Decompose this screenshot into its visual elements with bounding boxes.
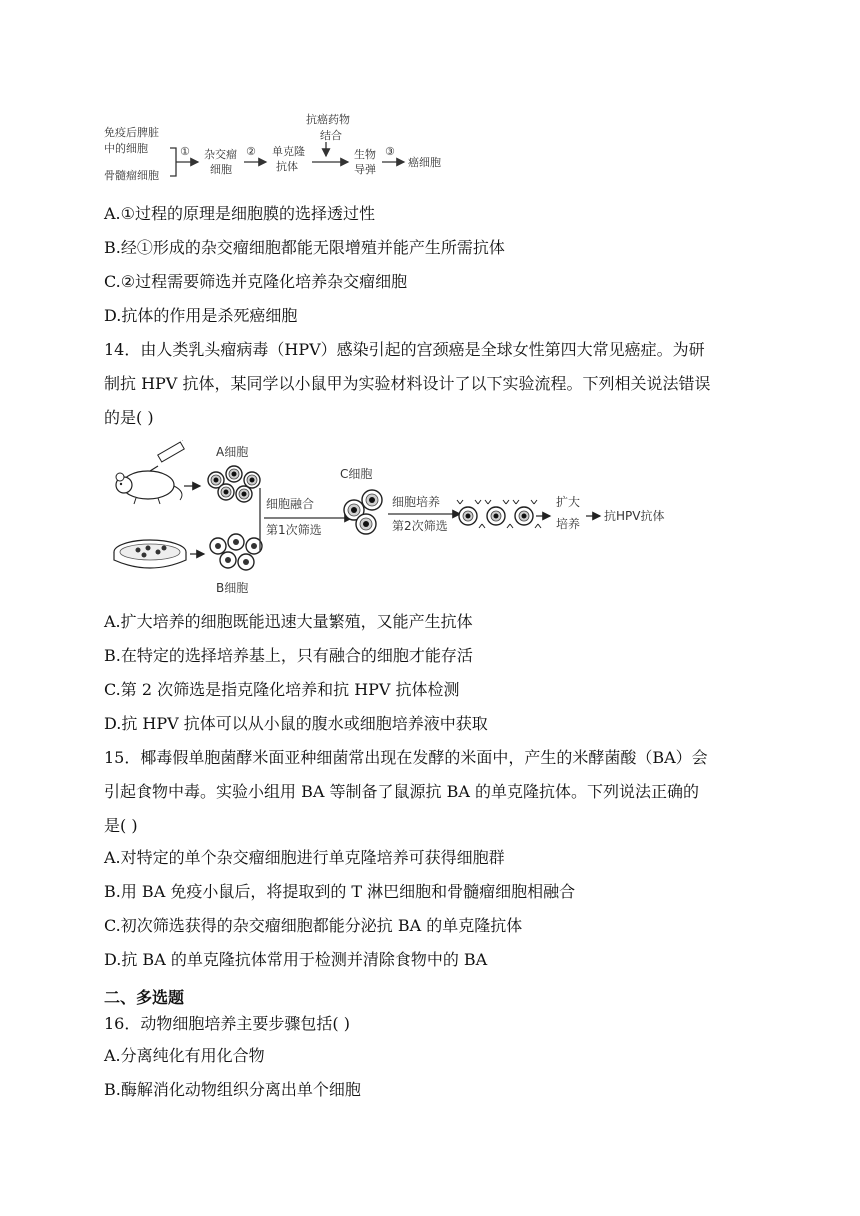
b-cells-cluster [210,534,262,570]
c-cells-cluster [344,490,382,534]
q14-stem-line-1: 14．由人类乳头瘤病毒（HPV）感染引起的宫颈癌是全球女性第四大常见癌症。为研 [104,340,705,359]
q13-option-a: A.①过程的原理是细胞膜的选择透过性 [104,204,375,223]
step-1-label: ① [180,145,190,158]
fusion-label: 细胞融合 [266,497,315,511]
c-cell-label: C细胞 [340,467,373,481]
q13-option-d: D.抗体的作用是杀死癌细胞 [104,306,298,325]
syringe-icon [150,440,188,471]
input-myeloma-cells: 骨髓瘤细胞 [104,169,159,182]
q15-option-d: D.抗 BA 的单克隆抗体常用于检测并清除食物中的 BA [104,950,488,969]
section-2-heading: 二、多选题 [104,988,185,1007]
cancer-cell-label: 癌细胞 [408,156,441,169]
anticancer-drug-label: 抗癌药物 [306,113,350,126]
step-3-label: ③ [385,145,395,158]
a-cell-label: A细胞 [216,445,249,459]
hpv-antibody-diagram [108,440,708,600]
q14-option-d: D.抗 HPV 抗体可以从小鼠的腹水或细胞培养液中获取 [104,714,488,733]
hybridoma-label-1: 杂交瘤 [204,148,237,161]
q15-option-a: A.对特定的单个杂交瘤细胞进行单克隆培养可获得细胞群 [104,848,505,867]
input-spleen-cells-2: 中的细胞 [104,142,148,155]
q16-option-b: B.酶解消化动物组织分离出单个细胞 [104,1080,361,1099]
q14-stem-line-2: 制抗 HPV 抗体，某同学以小鼠甲为实验材料设计了以下实验流程。下列相关说法错误 [104,374,711,393]
antibody-cells [457,500,541,528]
bio-missile-label-1: 生物 [354,148,376,161]
hybridoma-label-2: 细胞 [210,163,232,176]
mouse-icon [116,471,182,504]
expand-label-2: 培养 [556,517,581,531]
q14-option-b: B.在特定的选择培养基上，只有融合的细胞才能存活 [104,646,473,665]
q13-option-b: B.经①形成的杂交瘤细胞都能无限增殖并能产生所需抗体 [104,238,505,257]
q16-option-a: A.分离纯化有用化合物 [104,1046,265,1065]
monoclonal-label-2: 抗体 [276,160,298,173]
anti-hpv-antibody-label: 抗HPV抗体 [604,509,665,523]
q13-option-c: C.②过程需要筛选并克隆化培养杂交瘤细胞 [104,272,408,291]
a-cells-cluster [208,466,260,502]
combine-label: 结合 [320,129,342,142]
screen2-label: 第2次筛选 [392,519,448,533]
screen1-label: 第1次筛选 [266,523,322,537]
b-cell-label: B细胞 [216,581,249,595]
q14-option-a: A.扩大培养的细胞既能迅速大量繁殖，又能产生抗体 [104,612,473,631]
q15-stem-line-2: 引起食物中毒。实验小组用 BA 等制备了鼠源抗 BA 的单克隆抗体。下列说法正确的 [104,782,699,801]
q15-stem-line-3: 是( ) [104,816,138,835]
step-2-label: ② [246,145,256,158]
culture-label: 细胞培养 [392,495,441,509]
q15-stem-line-1: 15．椰毒假单胞菌酵米面亚种细菌常出现在发酵的米面中，产生的米酵菌酸（BA）会 [104,748,708,767]
expand-label-1: 扩大 [556,495,581,509]
q14-stem-line-3: 的是( ) [104,408,154,427]
monoclonal-flow-diagram [100,108,460,188]
q16-stem: 16．动物细胞培养主要步骤包括( ) [104,1014,350,1033]
q15-option-b: B.用 BA 免疫小鼠后，将提取到的 T 淋巴细胞和骨髓瘤细胞相融合 [104,882,576,901]
monoclonal-label-1: 单克隆 [272,145,305,158]
bio-missile-label-2: 导弹 [354,163,376,176]
q15-option-c: C.初次筛选获得的杂交瘤细胞都能分泌抗 BA 的单克隆抗体 [104,916,523,935]
q14-option-c: C.第 2 次筛选是指克隆化培养和抗 HPV 抗体检测 [104,680,460,699]
petri-dish-icon [114,540,186,568]
input-spleen-cells-1: 免疫后脾脏 [104,126,159,139]
